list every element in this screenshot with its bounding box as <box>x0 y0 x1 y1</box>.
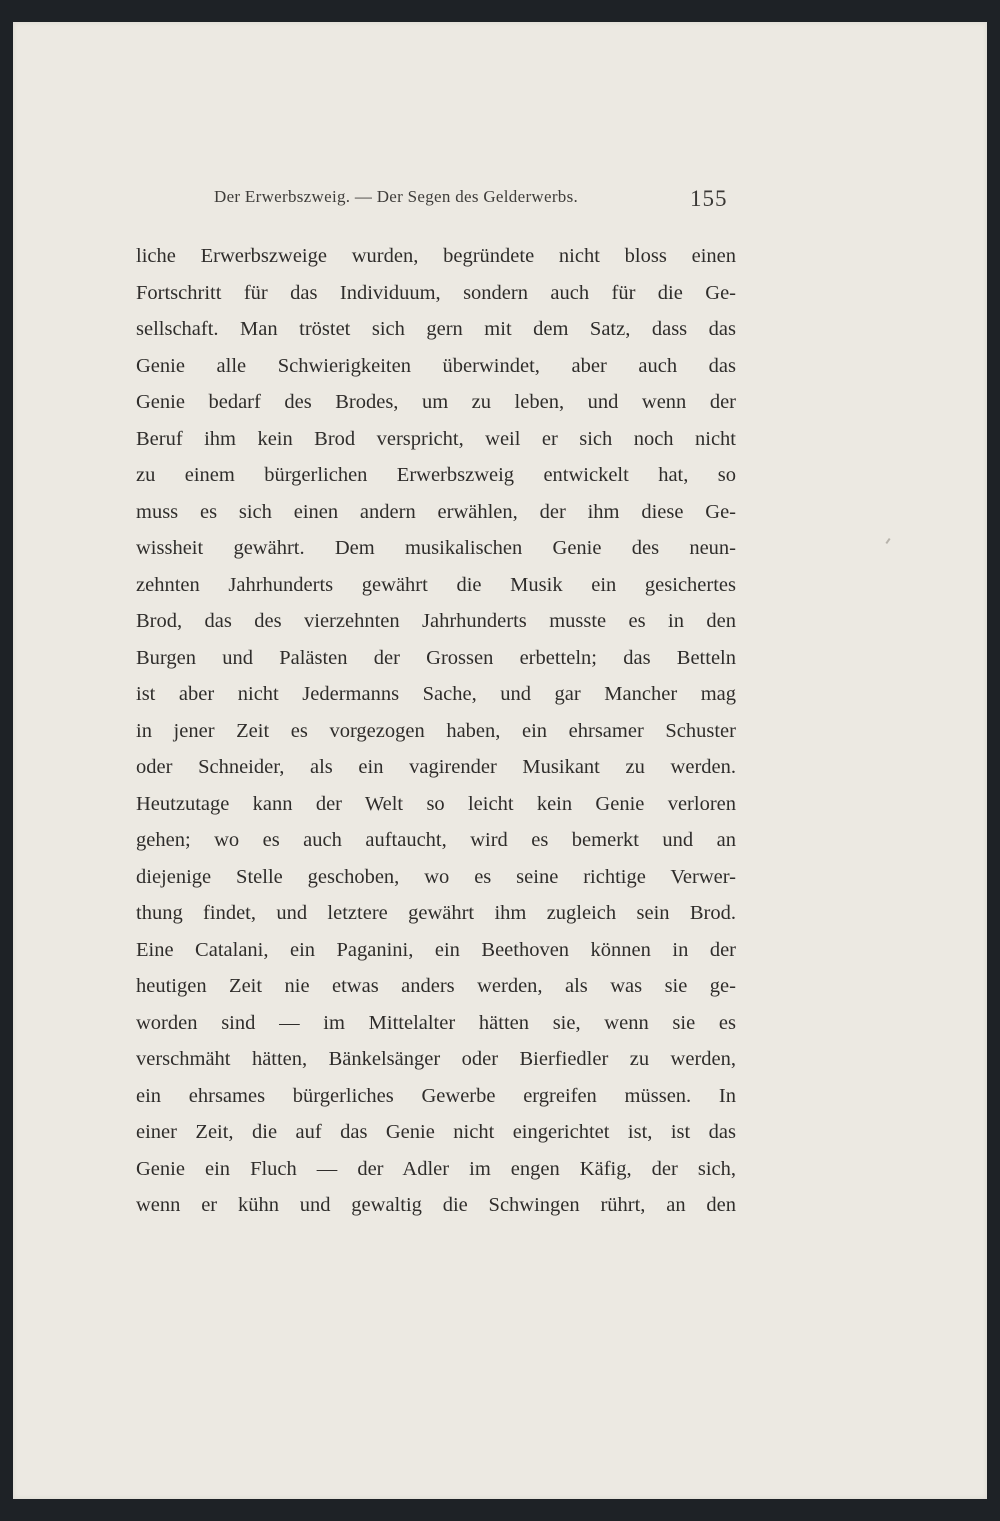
text-line: ist aber nicht Jedermanns Sache, und gar Mancher mag <box>136 683 736 705</box>
text-line: sellschaft. Man tröstet sich gern mit dem Satz, dass das <box>136 318 736 340</box>
text-line: oder Schneider, als ein vagirender Musikant zu werden. <box>136 756 736 778</box>
text-line: ein ehrsames bürgerliches Gewerbe ergreifen müssen. In <box>136 1084 736 1107</box>
text-line: liche Erwerbszweige wurden, begründete nicht bloss einen <box>136 245 736 267</box>
text-line: Brod, das des vierzehnten Jahrhunderts musste es in den <box>136 610 736 632</box>
text-line: zu einem bürgerlichen Erwerbszweig entwickelt hat, so <box>136 464 736 486</box>
text-line: in jener Zeit es vorgezogen haben, ein ehrsamer Schuster <box>136 719 736 742</box>
page-number: 155 <box>690 186 728 211</box>
text-line: worden sind — im Mittelalter hätten sie, wenn sie es <box>136 1011 736 1034</box>
text-line: Genie alle Schwierigkeiten überwindet, aber auch das <box>136 354 736 377</box>
text-line: Eine Catalani, ein Paganini, ein Beethoven können in der <box>136 938 736 961</box>
text-line: Genie ein Fluch — der Adler im engen Käfig, der sich, <box>136 1157 736 1180</box>
paper-speck <box>885 538 890 544</box>
text-line: Heutzutage kann der Welt so leicht kein Genie verloren <box>136 792 736 815</box>
text-line: Beruf ihm kein Brod verspricht, weil er sich noch nicht <box>136 427 736 450</box>
text-line: heutigen Zeit nie etwas anders werden, als was sie ge- <box>136 975 736 997</box>
text-line: Burgen und Palästen der Grossen erbetteln; das Betteln <box>136 646 736 669</box>
text-line: diejenige Stelle geschoben, wo es seine richtige Verwer- <box>136 865 736 888</box>
text-line: verschmäht hätten, Bänkelsänger oder Bierfiedler zu werden, <box>136 1048 736 1070</box>
text-line: gehen; wo es auch auftaucht, wird es bemerkt und an <box>136 829 736 851</box>
text-line: muss es sich einen andern erwählen, der ihm diese Ge- <box>136 500 736 523</box>
text-line: zehnten Jahrhunderts gewährt die Musik ein gesichertes <box>136 573 736 596</box>
text-line: Genie bedarf des Brodes, um zu leben, und wenn der <box>136 391 736 413</box>
text-line: Fortschritt für das Individuum, sondern auch für die Ge- <box>136 281 736 304</box>
running-title: Der Erwerbszweig. — Der Segen des Gelderwerbs. <box>214 187 579 206</box>
text-line: wenn er kühn und gewaltig die Schwingen rührt, an den <box>136 1194 736 1216</box>
text-line: einer Zeit, die auf das Genie nicht eingerichtet ist, ist das <box>136 1121 736 1143</box>
body-text <box>136 238 736 1224</box>
text-line: wissheit gewährt. Dem musikalischen Genie des neun- <box>136 537 736 559</box>
text-line: thung findet, und letztere gewährt ihm zugleich sein Brod. <box>136 902 736 924</box>
